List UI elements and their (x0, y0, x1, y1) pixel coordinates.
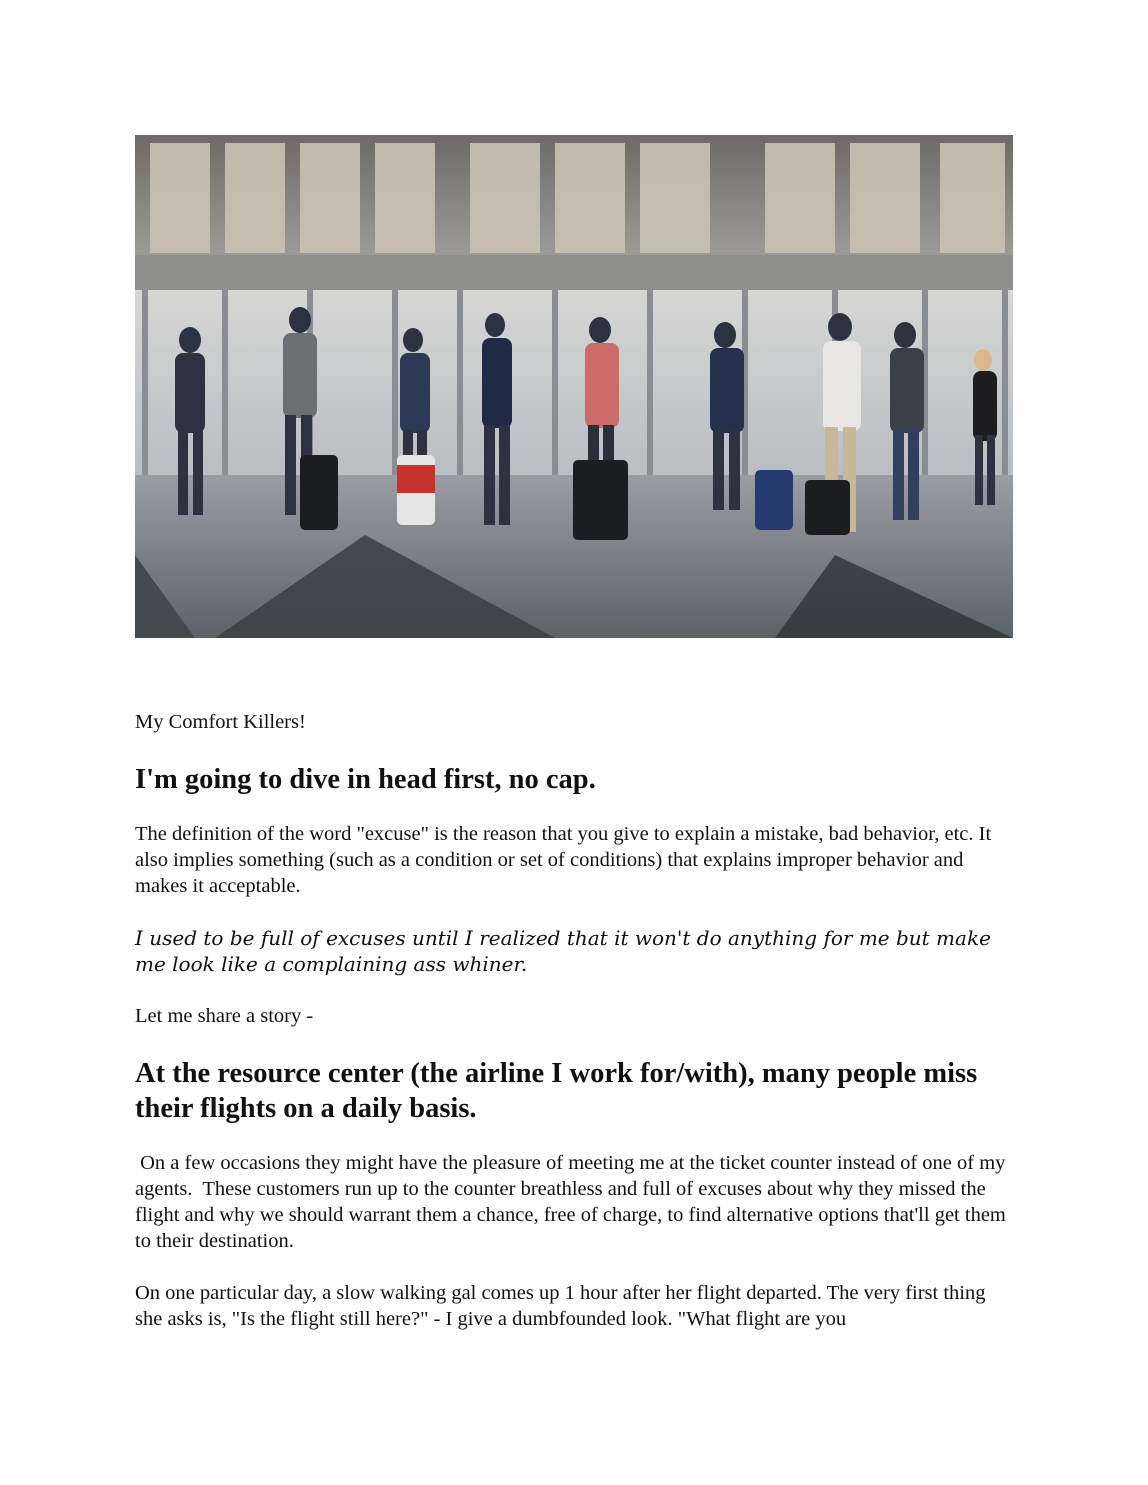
slow-walking-gal-paragraph: On one particular day, a slow walking gal comes up 1 hour after her flight departed. The very first thing she asks is, "Is the flight still here?" - I give a dumbfounded look. "What flight are you (135, 1282, 986, 1330)
excuses-quote: I used to be full of excuses until I realized that it won't do anything for me but make me look like a complaining ass whiner. (135, 926, 991, 976)
airport-queue-photo-icon (135, 135, 1013, 638)
heading-dive-in: I'm going to dive in head first, no cap. (135, 764, 596, 795)
ticket-counter-paragraph: On a few occasions they might have the pleasure of meeting me at the ticket counter instead of one of my agents. These customers run up to the counter breathless and full of excuses about why they missed the flight and why we should warrant them a chance, free of charge, to find alternative options that'll get them to their destination. (135, 1152, 1011, 1252)
heading-resource-center: At the resource center (the airline I work for/with), many people miss their flights on a daily basis. (135, 1058, 978, 1124)
share-story-text: Let me share a story - (135, 1005, 314, 1027)
kicker-text: My Comfort Killers! (135, 711, 306, 733)
excuse-definition-paragraph: The definition of the word "excuse" is the reason that you give to explain a mistake, bad behavior, etc. It also implies something (such as a condition or set of conditions) that explains improper behavior and makes it acceptable. (135, 823, 992, 897)
airport-queue-photo (135, 135, 1013, 638)
